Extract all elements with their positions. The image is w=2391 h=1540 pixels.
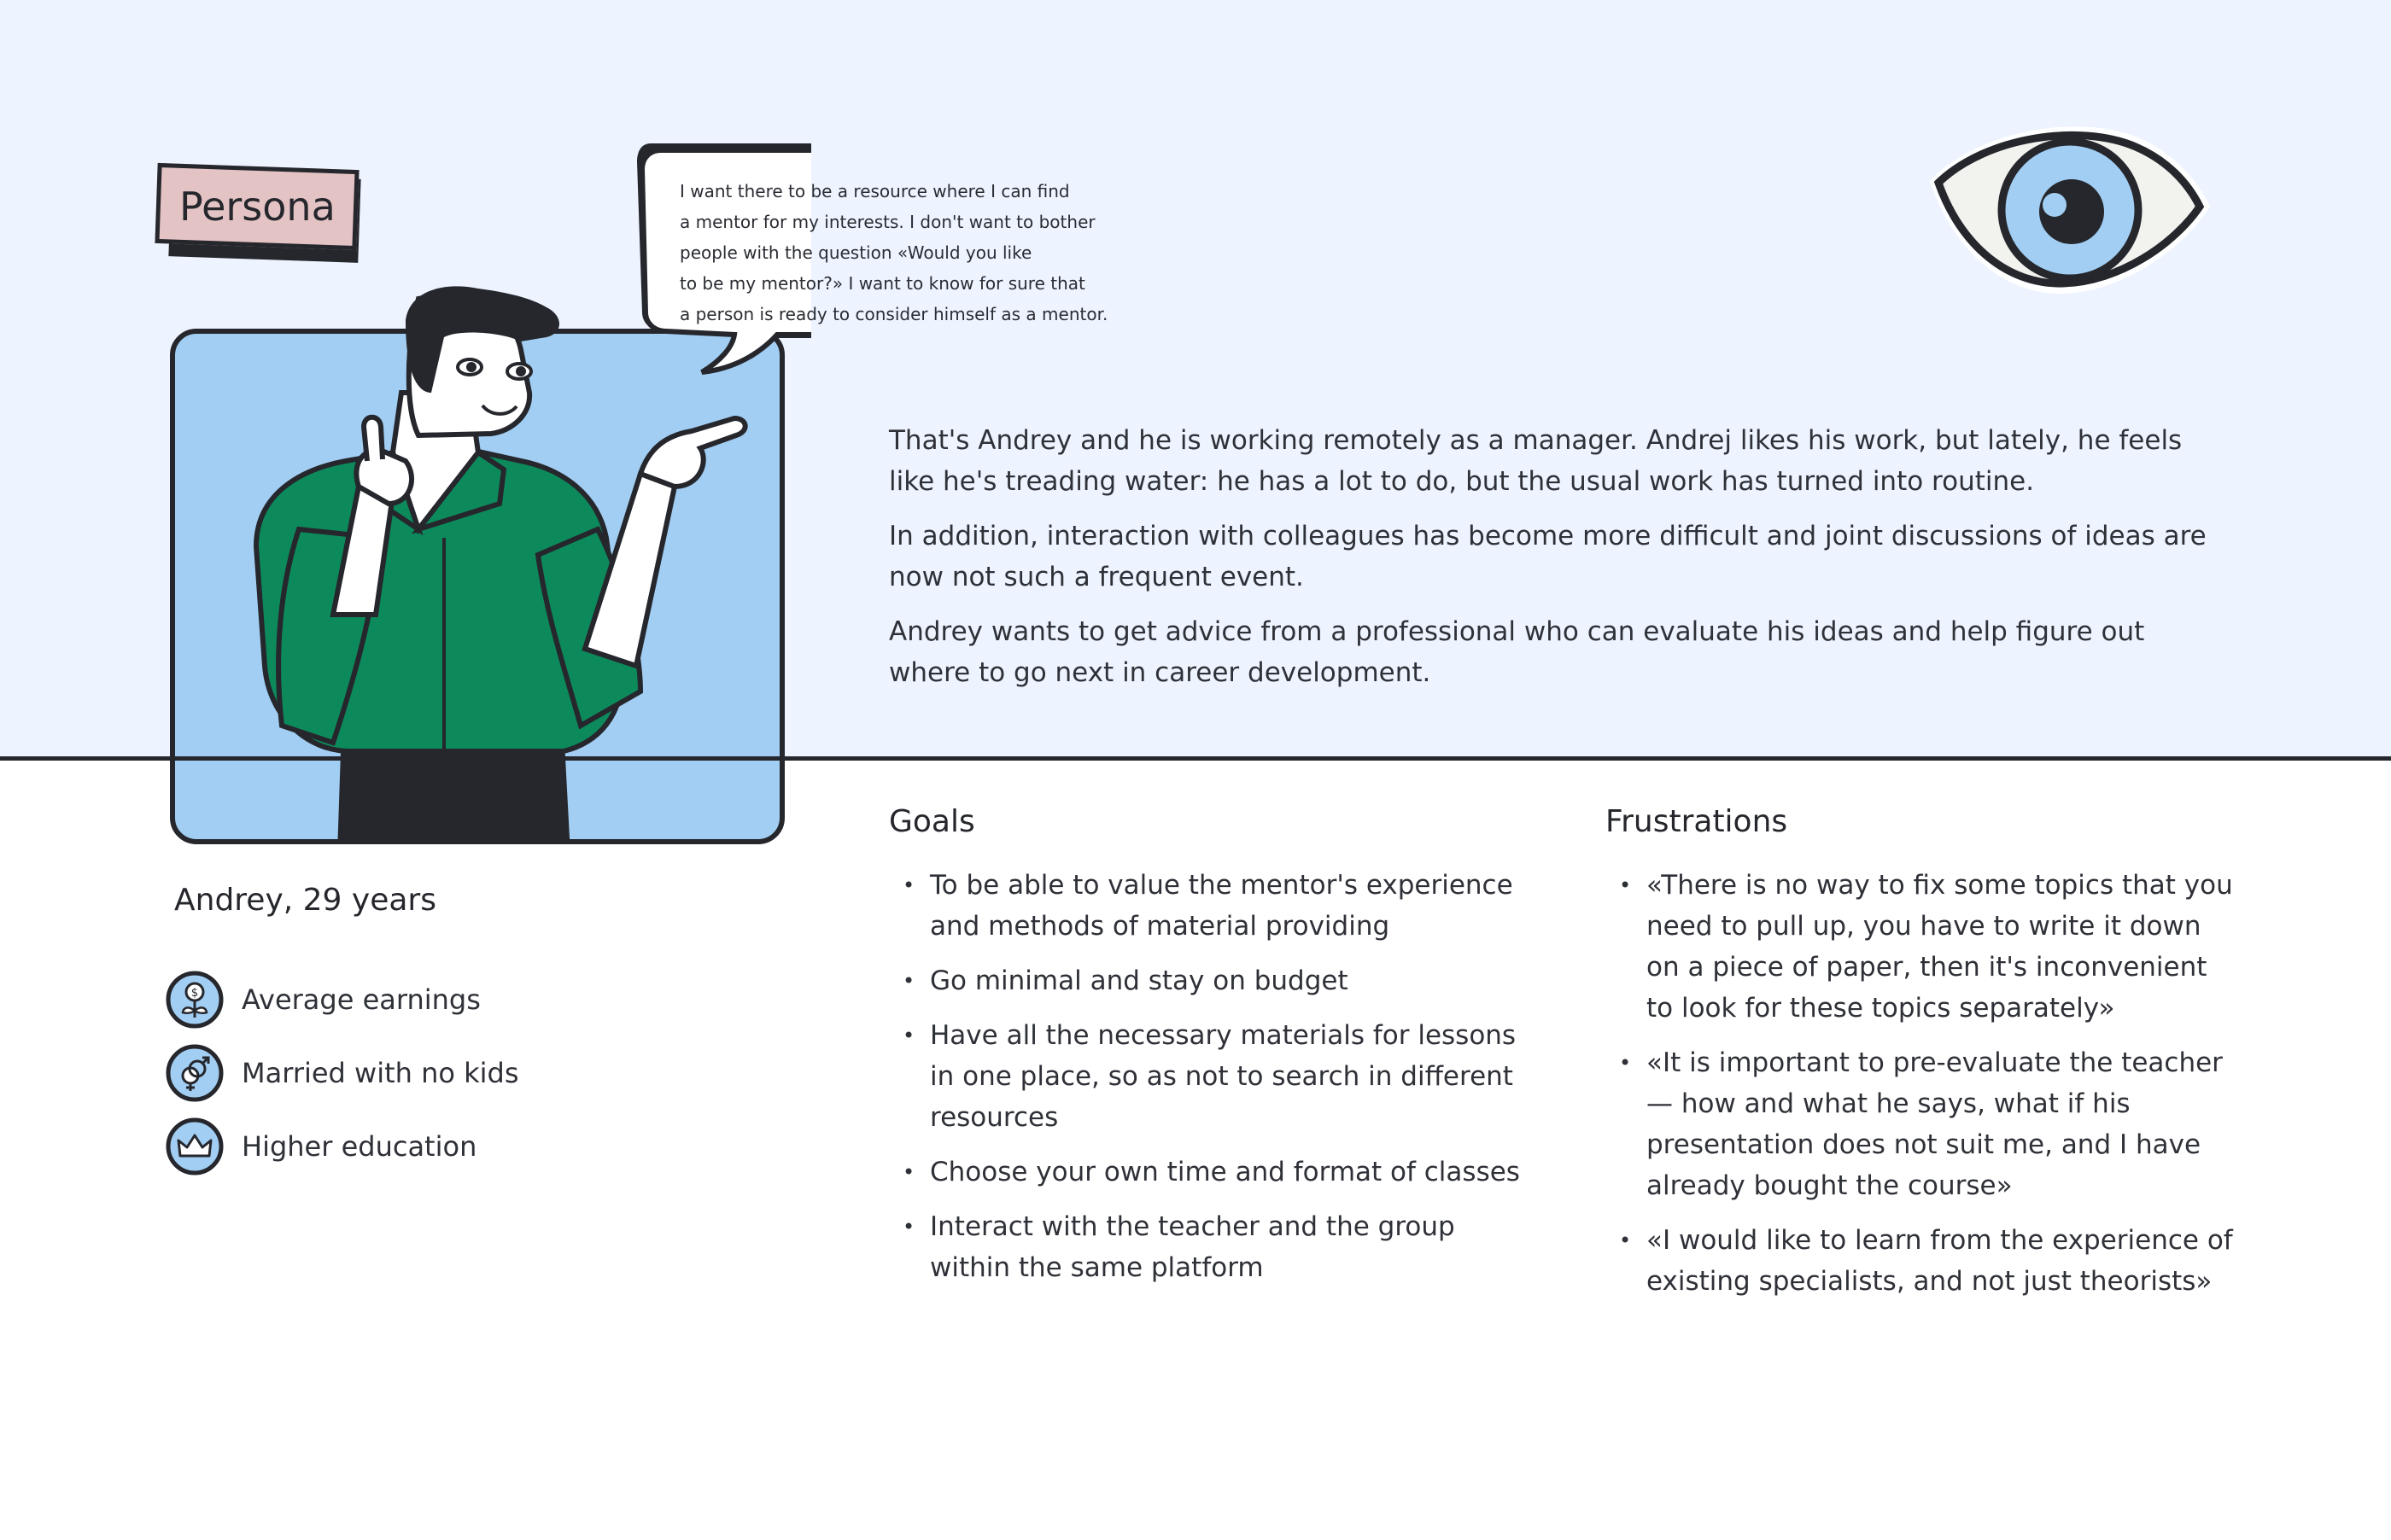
list-item: • «It is important to pre-evaluate the teacher — how and what he says, what if his presentation does not suit me, and I have already bought the course» [1605, 1042, 2237, 1206]
attribute-education [165, 1117, 476, 1176]
description-paragraph: That's Andrey and he is working remotely as a manager. Andrej likes his work, but lately, he feels like he's treading water: he has a lot to do, but the usual work has turned into routine. [889, 425, 2183, 497]
list-item: • Go minimal and stay on budget [889, 960, 1538, 1001]
description-paragraph: Andrey wants to get advice from a professional who can evaluate his ideas and help figure out where to go next in career development. [889, 616, 2145, 688]
gender-symbols-icon [165, 1043, 225, 1103]
persona-quote [680, 176, 1158, 330]
persona-name: Andrey, 29 years [174, 883, 436, 918]
frustrations-section [1605, 804, 2237, 1315]
money-flower-icon [165, 970, 225, 1030]
frustrations-heading: Frustrations [1605, 804, 1788, 839]
description-paragraph: In addition, interaction with colleagues has become more difficult and joint discussions of ideas are now not such a frequent event. [889, 521, 2207, 592]
quote-line: I want there to be a resource where I can find [680, 181, 1070, 201]
quote-line: people with the question «Would you like [680, 242, 1032, 263]
list-item: • Have all the necessary materials for lessons in one place, so as not to search in different resources [889, 1015, 1538, 1138]
list-item: • To be able to value the mentor's experience and methods of material providing [889, 865, 1538, 947]
frustrations-list [1605, 865, 2237, 1302]
attribute-family [165, 1043, 519, 1103]
list-item: • «I would like to learn from the experience of existing specialists, and not just theorists» [1605, 1220, 2237, 1302]
goals-section [889, 804, 1538, 1302]
quote-line: a person is ready to consider himself as a mentor. [680, 304, 1108, 324]
attribute-label: Average earnings [242, 983, 481, 1016]
list-item: • Interact with the teacher and the group within the same platform [889, 1206, 1538, 1288]
quote-line: a mentor for my interests. I don't want to bother [680, 212, 1096, 232]
svg-text:$: $ [190, 987, 199, 1000]
list-item: • Choose your own time and format of classes [889, 1152, 1538, 1193]
attribute-label: Married with no kids [242, 1057, 519, 1089]
persona-tag-label: Persona [178, 183, 336, 230]
attribute-earnings [165, 970, 481, 1030]
attribute-label: Higher education [242, 1130, 477, 1163]
list-item: • «There is no way to fix some topics that you need to pull up, you have to write it down on a piece of paper, then it's inconvenient to look for these topics separately» [1605, 865, 2237, 1029]
goals-heading: Goals [889, 804, 975, 839]
quote-line: to be my mentor?» I want to know for sure that [680, 273, 1085, 294]
eye-icon [1926, 121, 2213, 297]
crown-icon [165, 1117, 225, 1176]
persona-description [889, 420, 2221, 707]
section-divider [0, 756, 2391, 761]
goals-list [889, 865, 1538, 1288]
